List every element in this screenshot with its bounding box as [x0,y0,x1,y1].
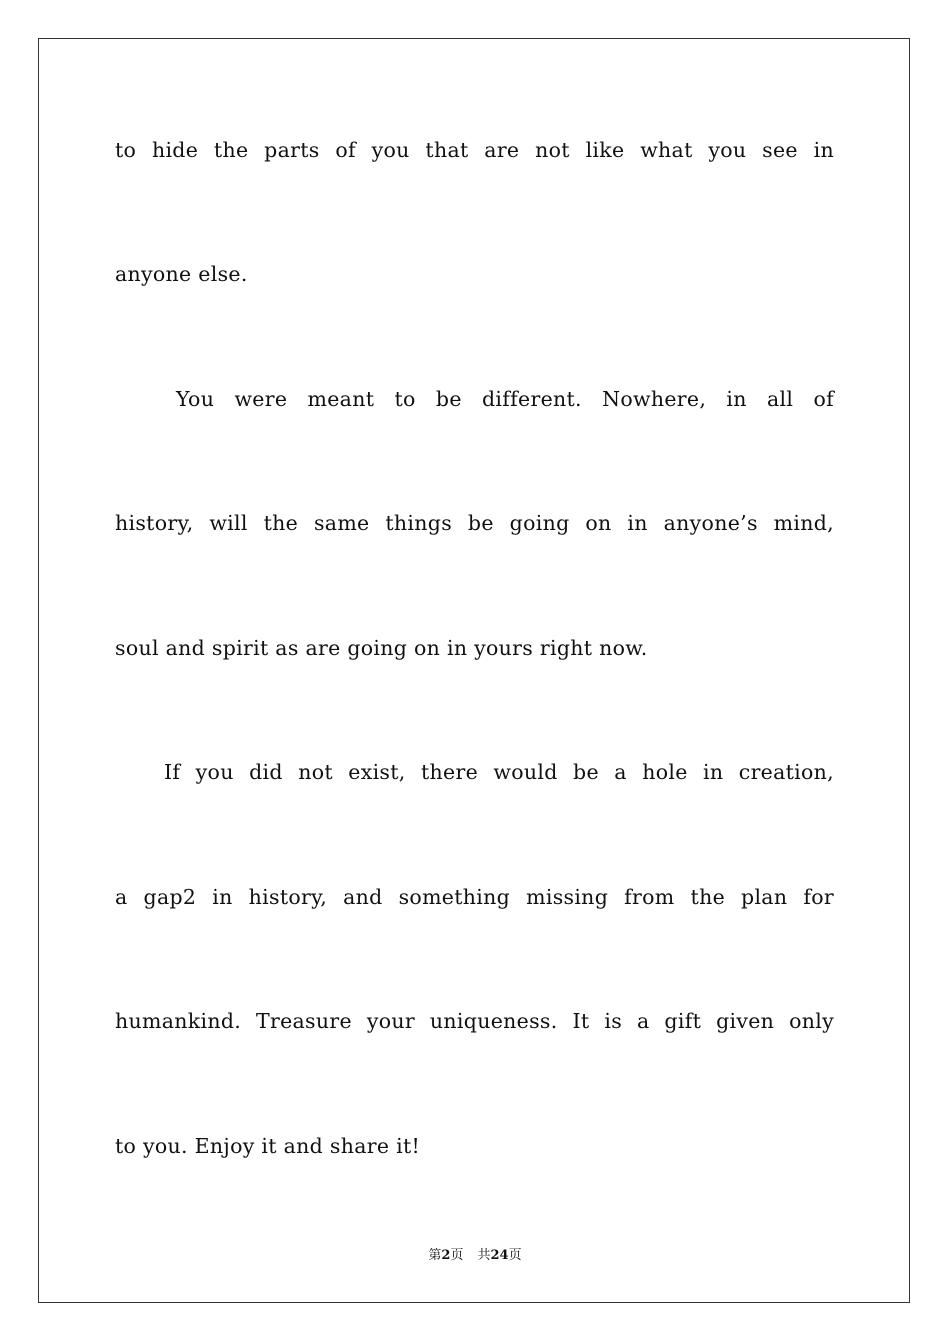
total-suffix: 页 [508,1248,522,1263]
text-line: soul and spirit as are going on in yours right now. [115,636,648,660]
page-footer [0,1247,950,1265]
text-line: You were meant to be different. Nowhere, in all of [176,387,834,411]
text-line: to hide the parts of you that are not like what you see in [115,138,834,162]
page-frame [38,38,910,1303]
total-prefix: 共 [477,1248,491,1263]
page-suffix: 页 [450,1248,464,1263]
text-line: humankind. Treasure your uniqueness. It is a gift given only [115,1009,834,1033]
text-line: If you did not exist, there would be a hole in creation, [164,760,834,784]
page-prefix: 第 [428,1248,442,1263]
text-line: anyone else. [115,262,248,286]
total-pages: 24 [490,1248,509,1263]
text-line: to you. Enjoy it and share it! [115,1134,421,1158]
page-number: 2 [441,1248,451,1263]
text-line: a gap2 in history, and something missing from the plan for [115,885,834,909]
text-line: history, will the same things be going on in anyone’s mind, [115,511,834,535]
